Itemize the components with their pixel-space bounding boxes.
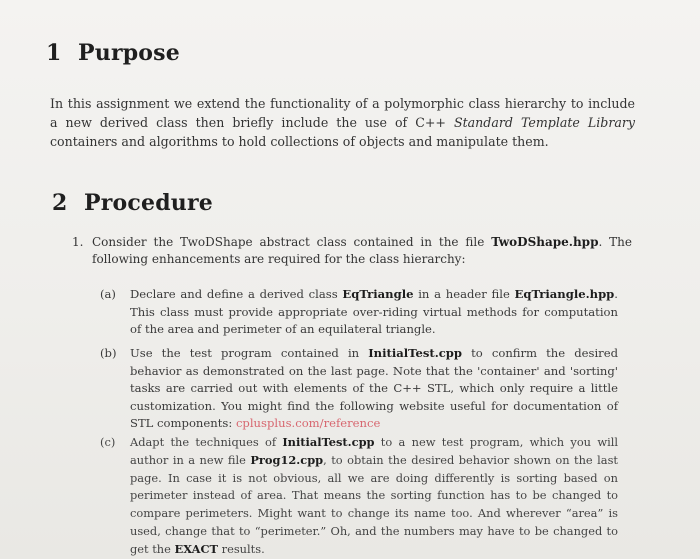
sub-text: Adapt the techniques of bbox=[130, 435, 283, 449]
filename-bold: Prog12.cpp bbox=[250, 452, 324, 467]
sub-text: in a header file bbox=[413, 287, 515, 301]
section-title: Purpose bbox=[78, 40, 180, 66]
section-heading-procedure bbox=[52, 190, 213, 216]
sub-text: results. bbox=[218, 541, 265, 556]
sub-text: to a new test program, which you will author in a new file bbox=[130, 435, 618, 467]
section-heading-purpose bbox=[46, 40, 180, 66]
section-number: 2 bbox=[52, 190, 68, 216]
sub-label: (b) bbox=[100, 346, 117, 360]
sub-label: (c) bbox=[100, 435, 116, 449]
filename-bold: InitialTest.cpp bbox=[368, 346, 463, 360]
filename-bold: InitialTest.cpp bbox=[282, 435, 375, 449]
class-name-bold: EqTriangle bbox=[342, 287, 414, 301]
exact-bold: EXACT bbox=[174, 541, 219, 556]
procedure-item-text bbox=[92, 234, 632, 268]
item-text-end: . The following enhancements are required for the class hierarchy: bbox=[92, 235, 632, 266]
sub-text: to confirm the desired behavior as demonstrated on the last page. Note that the 'container' and 'sorting' tasks are carried out with elements of the C++ STL, which only require a little customization. You might find the following website useful for documentation of STL components: bbox=[130, 346, 618, 431]
sub-item-c bbox=[100, 434, 618, 559]
sub-text: , to obtain the desired behavior shown on the last page. In case it is not obvious, all we are doing differently is sorting based on perimeter instead of area. That means the sorting function has to be changed to compare perimeters. Might want to change its name too. And wherever “area” is used, change that to “perimeter.” Oh, and the numbers may have to be changed to get the bbox=[130, 452, 618, 556]
sub-item-a bbox=[100, 286, 618, 339]
sub-label: (a) bbox=[100, 287, 116, 301]
sub-text: Declare and define a derived class bbox=[130, 287, 343, 301]
section-number: 1 bbox=[46, 40, 62, 66]
sub-text: . This class must provide appropriate over-riding virtual methods for computation of the area and perimeter of an equilateral triangle. bbox=[130, 287, 618, 337]
list-number: 1. bbox=[72, 235, 84, 249]
procedure-item-1 bbox=[72, 234, 632, 268]
purpose-paragraph bbox=[50, 94, 635, 151]
reference-link[interactable]: cplusplus.com/reference bbox=[235, 416, 381, 431]
purpose-text: In this assignment we extend the functionality of a polymorphic class hierarchy to include a new derived class then briefly include the use of C++ bbox=[50, 96, 635, 130]
stl-emphasis: Standard Template Library bbox=[453, 115, 635, 130]
sub-item-b bbox=[100, 345, 618, 433]
purpose-text-end: containers and algorithms to hold collections of objects and manipulate them. bbox=[50, 134, 549, 149]
section-title: Procedure bbox=[84, 190, 213, 216]
filename-bold: EqTriangle.hpp bbox=[514, 287, 615, 301]
sub-text: Use the test program contained in bbox=[130, 346, 369, 360]
filename-bold: TwoDShape.hpp bbox=[491, 235, 599, 249]
item-text: Consider the TwoDShape abstract class contained in the file bbox=[92, 235, 492, 249]
